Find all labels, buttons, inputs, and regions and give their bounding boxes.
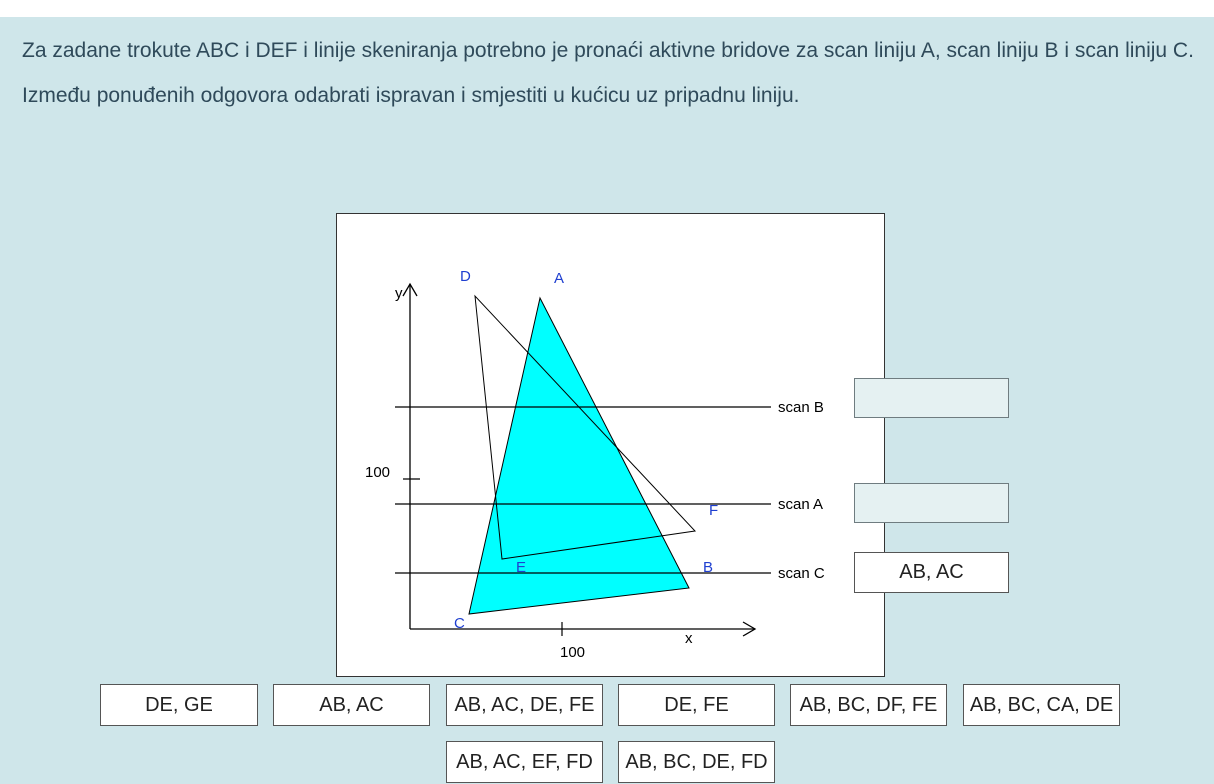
y-tick-label: 100 (365, 464, 391, 481)
answer-choice-8[interactable]: AB, BC, DE, FD (618, 741, 775, 783)
answer-choice-7[interactable]: AB, AC, EF, FD (446, 741, 603, 783)
question-line-2: Između ponuđenih odgovora odabrati ispravan i smjestiti u kućicu uz pripadnu liniju. (22, 84, 800, 107)
dropzone-scan-b[interactable] (854, 378, 1009, 418)
triangle-figure (336, 213, 885, 677)
y-axis-label: y (395, 285, 403, 302)
answer-choice-6[interactable]: AB, BC, CA, DE (963, 684, 1120, 726)
top-strip (0, 0, 1214, 17)
answer-choice-4[interactable]: DE, FE (618, 684, 775, 726)
vertex-label-d: D (460, 268, 471, 285)
scan-c-label: scan C (778, 565, 825, 582)
scan-b-label: scan B (778, 399, 824, 416)
triangle-diagram (337, 214, 884, 676)
vertex-label-a: A (554, 270, 565, 287)
dropzone-scan-c[interactable] (854, 552, 1009, 593)
vertex-label-f: F (709, 502, 719, 519)
x-axis-label: x (685, 630, 693, 647)
answer-choice-3[interactable]: AB, AC, DE, FE (446, 684, 603, 726)
answer-choice-1[interactable]: DE, GE (100, 684, 258, 726)
dropzone-scan-a[interactable] (854, 483, 1009, 523)
answer-choice-2[interactable]: AB, AC (273, 684, 430, 726)
answer-choice-5[interactable]: AB, BC, DF, FE (790, 684, 947, 726)
question-line-1: Za zadane trokute ABC i DEF i linije skeniranja potrebno je pronaći aktivne bridove za scan liniju A, scan liniju B i scan liniju C. (22, 39, 1194, 62)
triangle-abc (469, 298, 689, 614)
x-tick-label: 100 (560, 644, 586, 661)
vertex-label-b: B (703, 559, 714, 576)
question-text (22, 34, 1194, 124)
dropzone-scan-c-value: AB, AC (899, 561, 964, 583)
vertex-label-e: E (516, 559, 527, 576)
scan-a-label: scan A (778, 496, 824, 513)
vertex-label-c: C (454, 615, 465, 632)
